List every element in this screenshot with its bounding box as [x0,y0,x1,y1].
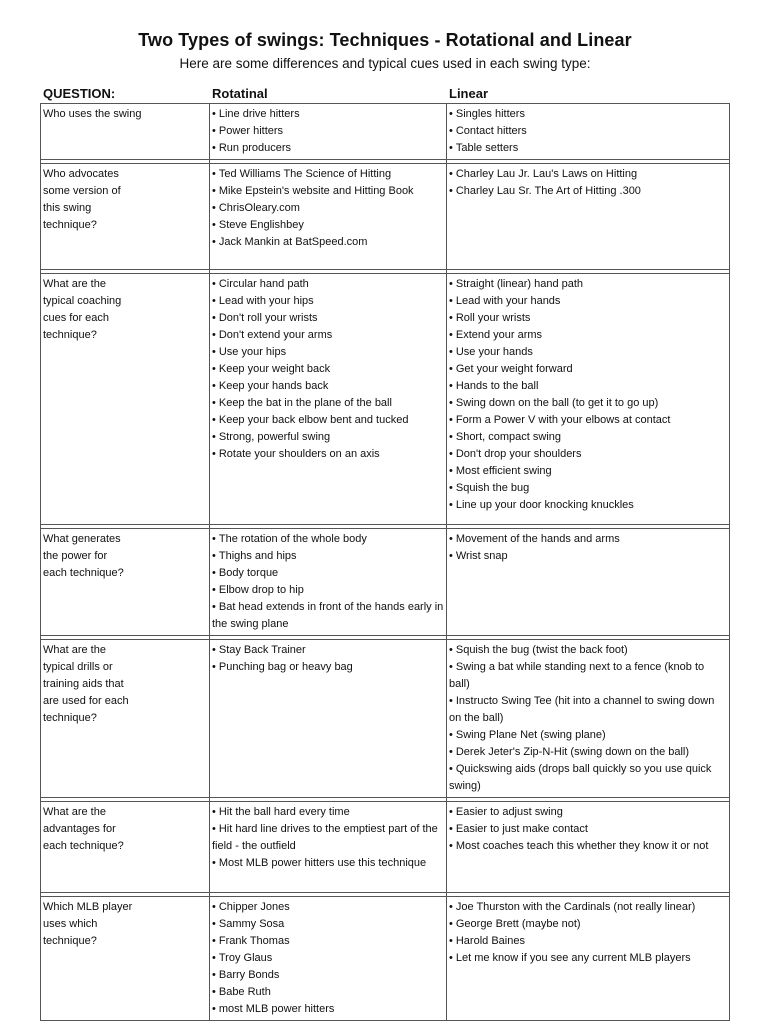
linear-cell [447,164,730,270]
rotational-item: • Hit the ball hard every time [212,804,444,821]
linear-cell [447,897,730,1021]
linear-cell [447,640,730,798]
table-row [41,274,730,525]
rotational-item: • Steve Englishbey [212,217,444,234]
rotational-item: • Chipper Jones [212,899,444,916]
linear-item: • Squish the bug (twist the back foot) [449,642,727,659]
rotational-item: • ChrisOleary.com [212,200,444,217]
rotational-item: • Line drive hitters [212,106,444,123]
question-cell: Who advocates some version of this swing technique? [41,164,210,270]
header-linear: Linear [449,86,489,101]
linear-item: • Form a Power V with your elbows at contact [449,412,727,429]
page-title: Two Types of swings: Techniques - Rotational and Linear [138,30,632,50]
linear-item: • Roll your wrists [449,310,727,327]
linear-item: • Swing down on the ball (to get it to go up) [449,395,727,412]
question-cell: What are the advantages for each technique? [41,802,210,893]
rotational-item: • Hit hard line drives to the emptiest part of the field - the outfield [212,821,444,855]
linear-item: • Easier to adjust swing [449,804,727,821]
rotational-item: • Circular hand path [212,276,444,293]
table-row [41,164,730,270]
header-rotational: Rotatinal [212,86,268,101]
rotational-item: • Strong, powerful swing [212,429,444,446]
linear-item: • Short, compact swing [449,429,727,446]
question-cell: Which MLB player uses which technique? [41,897,210,1021]
rotational-item: • Most MLB power hitters use this technique [212,855,444,872]
rotational-item: • Keep your weight back [212,361,444,378]
linear-item: • Line up your door knocking knuckles [449,497,727,514]
rotational-item: • Keep the bat in the plane of the ball [212,395,444,412]
rotational-item: • Troy Glaus [212,950,444,967]
linear-cell [447,274,730,525]
rotational-item: • Jack Mankin at BatSpeed.com [212,234,444,251]
table-row [41,897,730,1021]
linear-item: • Get your weight forward [449,361,727,378]
linear-item: • Harold Baines [449,933,727,950]
linear-cell [447,802,730,893]
rotational-item: • Lead with your hips [212,293,444,310]
linear-item: • Joe Thurston with the Cardinals (not really linear) [449,899,727,916]
linear-cell [447,529,730,636]
linear-item: • Most coaches teach this whether they know it or not [449,838,727,855]
linear-item: • Table setters [449,140,727,157]
linear-item: • Movement of the hands and arms [449,531,727,548]
linear-item: • Instructo Swing Tee (hit into a channel to swing down on the ball) [449,693,727,727]
rotational-item: • Keep your back elbow bent and tucked [212,412,444,429]
rotational-cell [210,802,447,893]
rotational-item: • Sammy Sosa [212,916,444,933]
question-cell: What are the typical coaching cues for each technique? [41,274,210,525]
page-subtitle: Here are some differences and typical cues used in each swing type: [179,56,591,71]
linear-item: • Most efficient swing [449,463,727,480]
rotational-item: • Rotate your shoulders on an axis [212,446,444,463]
rotational-item: • most MLB power hitters [212,1001,444,1018]
linear-item: • Quickswing aids (drops ball quickly so you use quick swing) [449,761,727,795]
linear-item: • Wrist snap [449,548,727,565]
linear-item: • Use your hands [449,344,727,361]
linear-item: • George Brett (maybe not) [449,916,727,933]
table-row [41,640,730,798]
table-row [41,104,730,160]
rotational-cell [210,897,447,1021]
linear-item: • Singles hitters [449,106,727,123]
rotational-item: • Don't roll your wrists [212,310,444,327]
linear-item: • Charley Lau Jr. Lau's Laws on Hitting [449,166,727,183]
rotational-item: • Body torque [212,565,444,582]
rotational-item: • Ted Williams The Science of Hitting [212,166,444,183]
rotational-item: • Power hitters [212,123,444,140]
linear-item: • Squish the bug [449,480,727,497]
rotational-cell [210,529,447,636]
rotational-item: • Punching bag or heavy bag [212,659,444,676]
rotational-item: • Run producers [212,140,444,157]
rotational-item: • Keep your hands back [212,378,444,395]
linear-item: • Lead with your hands [449,293,727,310]
rotational-item: • Bat head extends in front of the hands early in the swing plane [212,599,444,633]
rotational-item: • Elbow drop to hip [212,582,444,599]
question-cell: What generates the power for each technique? [41,529,210,636]
question-cell: What are the typical drills or training aids that are used for each technique? [41,640,210,798]
rotational-item: • Don't extend your arms [212,327,444,344]
rotational-item: • Use your hips [212,344,444,361]
linear-cell [447,104,730,160]
rotational-item: • Babe Ruth [212,984,444,1001]
rotational-item: • Mike Epstein's website and Hitting Book [212,183,444,200]
rotational-cell [210,164,447,270]
rotational-item: • The rotation of the whole body [212,531,444,548]
rotational-cell [210,640,447,798]
linear-item: • Straight (linear) hand path [449,276,727,293]
linear-item: • Don't drop your shoulders [449,446,727,463]
linear-item: • Easier to just make contact [449,821,727,838]
rotational-item: • Stay Back Trainer [212,642,444,659]
linear-item: • Swing a bat while standing next to a fence (knob to ball) [449,659,727,693]
linear-item: • Derek Jeter's Zip-N-Hit (swing down on the ball) [449,744,727,761]
comparison-table [40,103,730,1021]
question-cell: Who uses the swing [41,104,210,160]
linear-item: • Contact hitters [449,123,727,140]
table-row [41,529,730,636]
linear-item: • Charley Lau Sr. The Art of Hitting .300 [449,183,727,200]
linear-item: • Hands to the ball [449,378,727,395]
rotational-item: • Thighs and hips [212,548,444,565]
linear-item: • Swing Plane Net (swing plane) [449,727,727,744]
rotational-cell [210,104,447,160]
linear-item: • Extend your arms [449,327,727,344]
linear-item: • Let me know if you see any current MLB players [449,950,727,967]
rotational-item: • Frank Thomas [212,933,444,950]
header-question: QUESTION: [43,86,116,101]
table-row [41,802,730,893]
rotational-cell [210,274,447,525]
rotational-item: • Barry Bonds [212,967,444,984]
